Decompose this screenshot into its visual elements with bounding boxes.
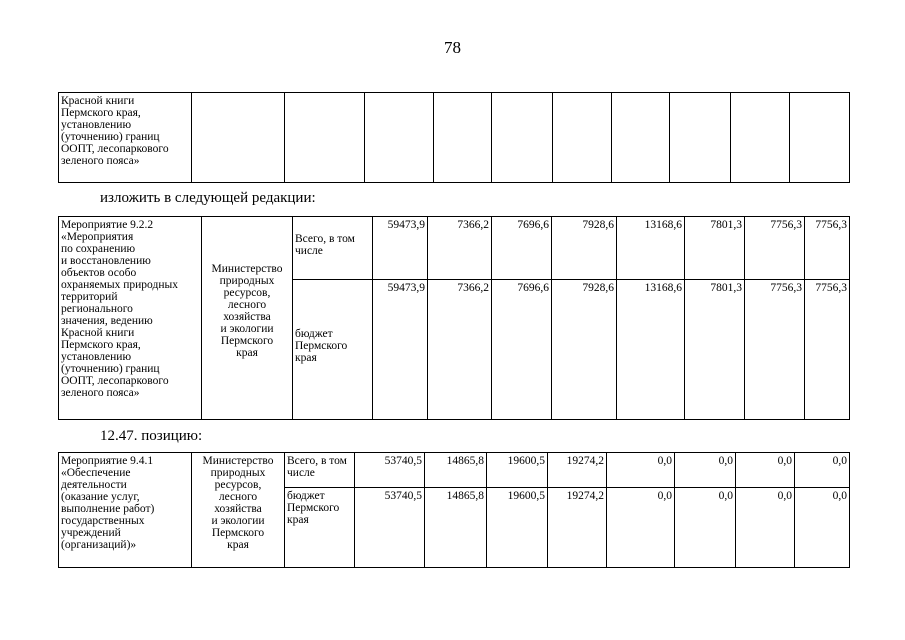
table-event-9-2-2 [58,216,850,420]
table-fragment-top [58,92,850,183]
section-paragraph: 12.47. позицию: [100,428,203,444]
value-cell: 0,0 [795,453,850,488]
value-cell: 19600,5 [487,488,548,568]
funding-source-cell: бюджет Пермского края [285,488,355,568]
funding-source-cell: Всего, в том числе [285,453,355,488]
value-cell: 7756,3 [745,280,805,420]
event-name-cell: Красной книги Пермского края, установлению (уточнению) границ ООПТ, лесопаркового зеленого пояса» [59,93,192,183]
table-event-9-4-1 [58,452,850,568]
value-cell: 14865,8 [425,488,487,568]
table-row [59,93,850,183]
value-cell: 59473,9 [373,217,428,280]
value-cell: 0,0 [795,488,850,568]
value-cell: 7928,6 [552,280,617,420]
event-name-cell: Мероприятие 9.2.2 «Мероприятия по сохранению и восстановлению объектов особо охраняемых природных территорий регионального значения, ведению Красной книги Пермского края, установлению (уточнению) границ ООПТ, лесопаркового зеленого пояса» [59,217,202,420]
value-cell: 7801,3 [685,217,745,280]
table-row [59,217,850,280]
value-cell: 0,0 [607,453,675,488]
executor-cell: Министерство природных ресурсов, лесного хозяйства и экологии Пермского края [192,453,285,568]
value-cell: 13168,6 [617,280,685,420]
value-cell: 7756,3 [805,280,850,420]
value-cell: 7928,6 [552,217,617,280]
value-cell: 0,0 [736,453,795,488]
value-cell: 7696,6 [492,280,552,420]
value-cell: 0,0 [607,488,675,568]
value-cell: 19274,2 [548,453,607,488]
value-cell: 7366,2 [428,280,492,420]
funding-source-cell: Всего, в том числе [293,217,373,280]
value-cell: 19600,5 [487,453,548,488]
value-cell: 0,0 [675,488,736,568]
value-cell: 19274,2 [548,488,607,568]
event-name-cell: Мероприятие 9.4.1 «Обеспечение деятельности (оказание услуг, выполнение работ) государственных учреждений (организаций)» [59,453,192,568]
value-cell: 7801,3 [685,280,745,420]
value-cell: 7696,6 [492,217,552,280]
page-number: 78 [444,38,461,57]
value-cell: 13168,6 [617,217,685,280]
funding-source-cell: бюджет Пермского края [293,280,373,420]
value-cell: 7756,3 [805,217,850,280]
value-cell: 7756,3 [745,217,805,280]
table-row [59,453,850,488]
instruction-paragraph: изложить в следующей редакции: [100,190,316,206]
value-cell: 0,0 [736,488,795,568]
value-cell: 53740,5 [355,488,425,568]
value-cell: 53740,5 [355,453,425,488]
value-cell: 14865,8 [425,453,487,488]
executor-cell: Министерство природных ресурсов, лесного хозяйства и экологии Пермского края [202,217,293,420]
value-cell: 59473,9 [373,280,428,420]
value-cell: 0,0 [675,453,736,488]
value-cell: 7366,2 [428,217,492,280]
